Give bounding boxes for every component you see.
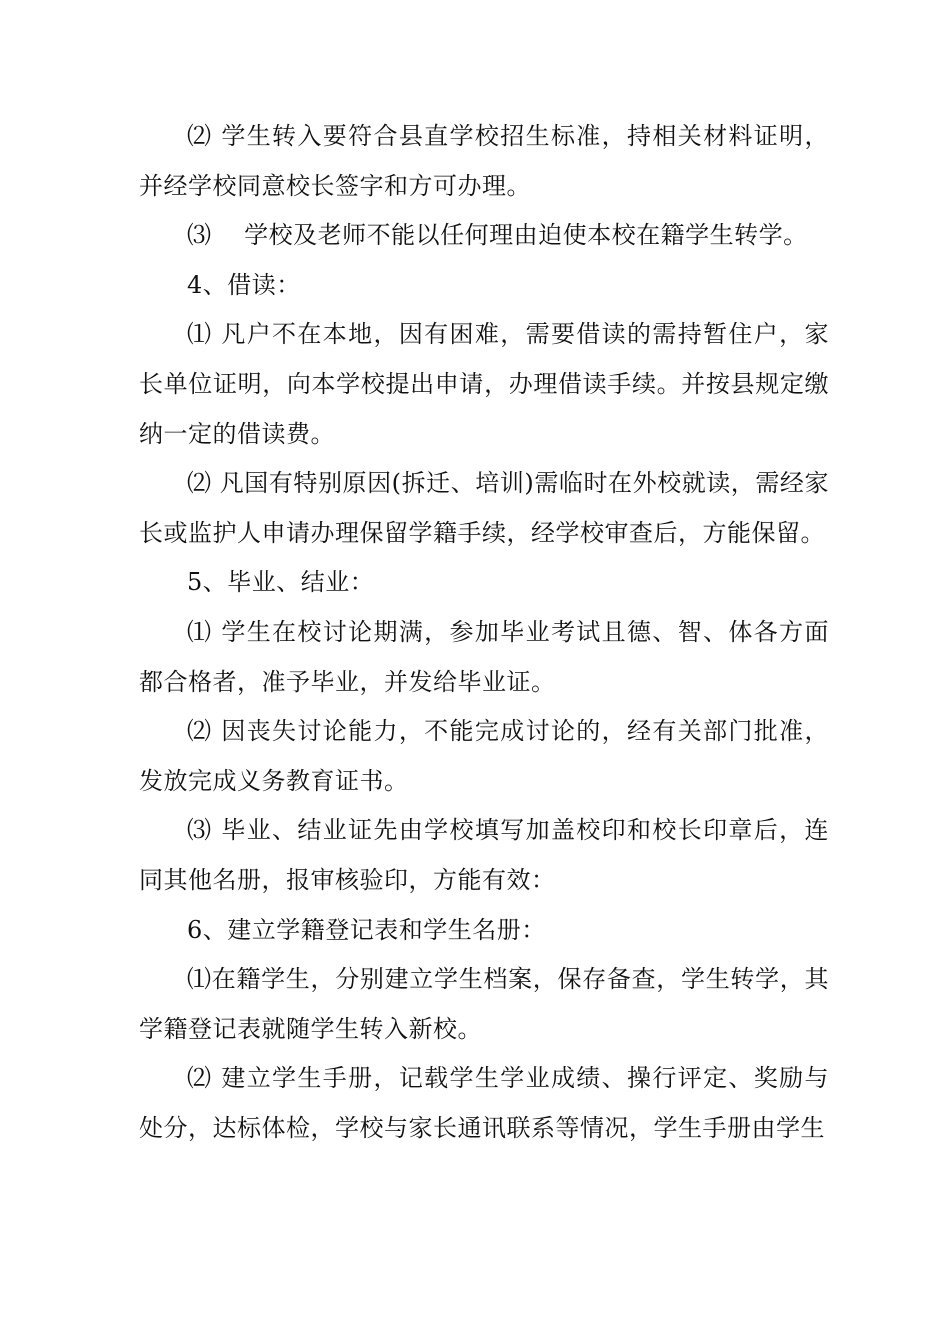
section-heading-borrowed-study: 4、借读：	[187, 270, 301, 299]
paragraph-transfer-in-standards: ⑵ 学生转入要符合县直学校招生标准，持相关材料证明，并经学校同意校长签字和方可办理。	[139, 122, 829, 200]
paragraph-retain-enrollment: ⑵ 凡国有特别原因(拆迁、培训)需临时在外校就读，需经家长或监护人申请办理保留学籍手续，经学校审查后，方能保留。	[139, 469, 829, 547]
paragraph-completion-certificate: ⑵ 因丧失讨论能力，不能完成讨论的，经有关部门批准，发放完成义务教育证书。	[139, 717, 829, 795]
paragraph-student-handbook: ⑵ 建立学生手册，记载学生学业成绩、操行评定、奖励与处分，达标体检，学校与家长通讯联系等情况，学生手册由学生	[139, 1064, 829, 1142]
paragraph-no-forced-transfer: ⑶ 学校及老师不能以任何理由迫使本校在籍学生转学。	[187, 221, 808, 250]
paragraph-student-archives: ⑴在籍学生，分别建立学生档案，保存备查，学生转学，其学籍登记表就随学生转入新校。	[139, 965, 829, 1043]
paragraph-borrowed-study-application: ⑴ 凡户不在本地，因有困难，需要借读的需持暂住户，家长单位证明，向本学校提出申请，办理借读手续。并按县规定缴纳一定的借读费。	[139, 320, 829, 448]
section-heading-enrollment-records: 6、建立学籍登记表和学生名册：	[187, 915, 546, 944]
document-body	[139, 112, 829, 1153]
section-heading-graduation: 5、毕业、结业：	[187, 568, 375, 597]
paragraph-graduation-criteria: ⑴ 学生在校讨论期满，参加毕业考试且德、智、体各方面都合格者，准予毕业，并发给毕业证。	[139, 617, 829, 696]
paragraph-certificate-validation: ⑶ 毕业、结业证先由学校填写加盖校印和校长印章后，连同其他名册，报审核验印，方能有效：	[139, 816, 829, 894]
